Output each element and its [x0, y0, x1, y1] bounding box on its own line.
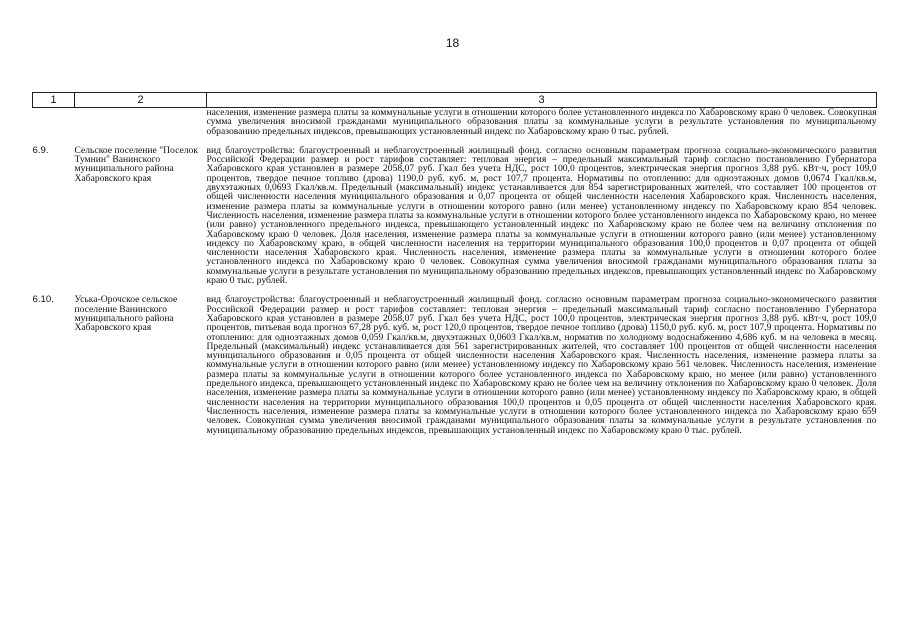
- row-description: вид благоустройства: благоустроенный и неблагоустроенный жилищный фонд. согласно основным параметрам прогноза социально-экономического развития Российской Федерации размер и рост тарифов составляет: тепловая энергия – предельный максимальный тариф согласно постановлению Губернатора Хабаровского края установлен в размере 2058,07 руб. Гкал без учета НДС, рост 100,0 процентов, электрическая энергия прогноз 3,88 руб. кВт·ч, рост 109,0 процентов, твердое печное топливо (дрова) 1190,0 руб. куб. м, рост 107,7 процента. Нормативы по отоплению: для одноэтажных домов 0,0674 Гкал/кв.м, двухэтажных 0,0693 Гкал/кв.м. Предельный (максимальный) индекс устанавливается для 854 зарегистрированных жителей, что составляет 100 процентов от общей численности населения муниципального образования и 0,07 процента от общей численности населения Хабаровского края. Численность населения, изменение размера платы за коммунальные услуги в отношении которого равно (или менее) установленному индексу по Хабаровскому краю 854 человек. Численность населения, изменение размера платы за коммунальные услуги в отношении которого более установленного индекса по Хабаровскому краю, но менее (или равно) установленного предельного индекса, превышающего установленный индекс по Хабаровскому краю не более чем на величину отклонения по Хабаровскому краю 0 человек. Доля населения, изменение размера платы за коммунальные услуги в отношении которого равно (или менее) установленному индексу по Хабаровскому краю, в общей численности населения на территории муниципального образования 100,0 процентов и 0,07 процента от общей численности населения Хабаровского края. Численность населения, изменение размера платы за коммунальные услуги в отношении которого более установленного индекса по Хабаровскому краю 0 человек. Совокупная сумма увеличения вносимой гражданами муниципального образования платы за коммунальные услуги в результате установления по муниципальному образованию предельных индексов, превышающих установленный индекс по Хабаровскому краю 0 тыс. рублей.: [206, 144, 877, 287]
- page-number: 18: [445, 36, 460, 50]
- index-table: [32, 92, 877, 435]
- table-row: [33, 295, 877, 434]
- column-header-3: 3: [207, 93, 877, 108]
- row-number: 6.10.: [32, 294, 54, 306]
- continuation-text: населения, изменение размера платы за коммунальные услуги в отношении которого более установленного индекса по Хабаровскому краю 0 человек. Совокупная сумма увеличения вносимой гражданами муниципального образования платы за коммунальные услуги в результате установления по муниципальному образованию предельных индексов, превышающих установленный индекс по Хабаровскому краю 0 тыс. рублей.: [206, 107, 877, 137]
- column-header-1: 1: [33, 93, 75, 108]
- municipality-name: Сельское поселение "Поселок Тумнин" Ванинского муниципального района Хабаровского края: [74, 144, 198, 184]
- column-header-2: 2: [75, 93, 207, 108]
- row-number: 6.9.: [32, 144, 49, 156]
- continuation-row: [33, 108, 877, 136]
- municipality-name: Уська-Орочское сельское поселение Ванинского муниципального района Хабаровского края: [74, 294, 178, 334]
- table-header-row: [33, 93, 877, 108]
- table-row: [33, 146, 877, 285]
- row-description: вид благоустройства: благоустроенный и неблагоустроенный жилищный фонд. согласно основным параметрам прогноза социально-экономического развития Российской Федерации размер и рост тарифов составляет: тепловая энергия – предельный максимальный тариф согласно постановлению Губернатора Хабаровского края установлен в размере 2058,07 руб. Гкал без учета НДС, рост 100,0 процентов, электрическая энергия прогноз 3,88 руб. кВт·ч, рост 109,0 процентов, питьевая вода прогноз 67,28 руб. куб. м, рост 120,0 процентов, твердое печное топливо (дрова) 1150,0 руб. куб. м, рост 107,9 процента. Нормативы по отоплению: для одноэтажных домов 0,059 Гкал/кв.м, двухэтажных 0,0603 Гкал/кв.м, норматив по холодному водоснабжению 4,686 куб. м на человека в месяц. Предельный (максимальный) индекс устанавливается для 561 зарегистрированных жителей, что составляет 100 процентов от общей численности населения муниципального образования и 0,05 процента от общей численности населения Хабаровского края. Численность населения, изменение размера платы за коммунальные услуги в отношении которого равно (или менее) установленному индексу по Хабаровскому краю 561 человек. Численность населения, изменение размера платы за коммунальные услуги в отношении которого более установленного индекса по Хабаровскому краю, но менее (или равно) установленного предельного индекса, превышающего установленный индекс по Хабаровскому краю не более чем на величину отклонения по Хабаровскому краю 0 человек. Доля населения, изменение размера платы за коммунальные услуги в отношении которого равно (или менее) установленному индексу по Хабаровскому краю, в общей численности населения на территории муниципального образования 100,0 процентов и 0,05 процента от общей численности населения Хабаровского края. Численность населения, изменение размера платы за коммунальные услуги в отношении которого более установленного индекса по Хабаровскому краю 659 человек. Совокупная сумма увеличения вносимой гражданами муниципального образования платы за коммунальные услуги в результате установления по муниципальному образованию предельных индексов, превышающих установленный индекс по Хабаровскому краю 0 тыс. рублей.: [206, 294, 877, 436]
